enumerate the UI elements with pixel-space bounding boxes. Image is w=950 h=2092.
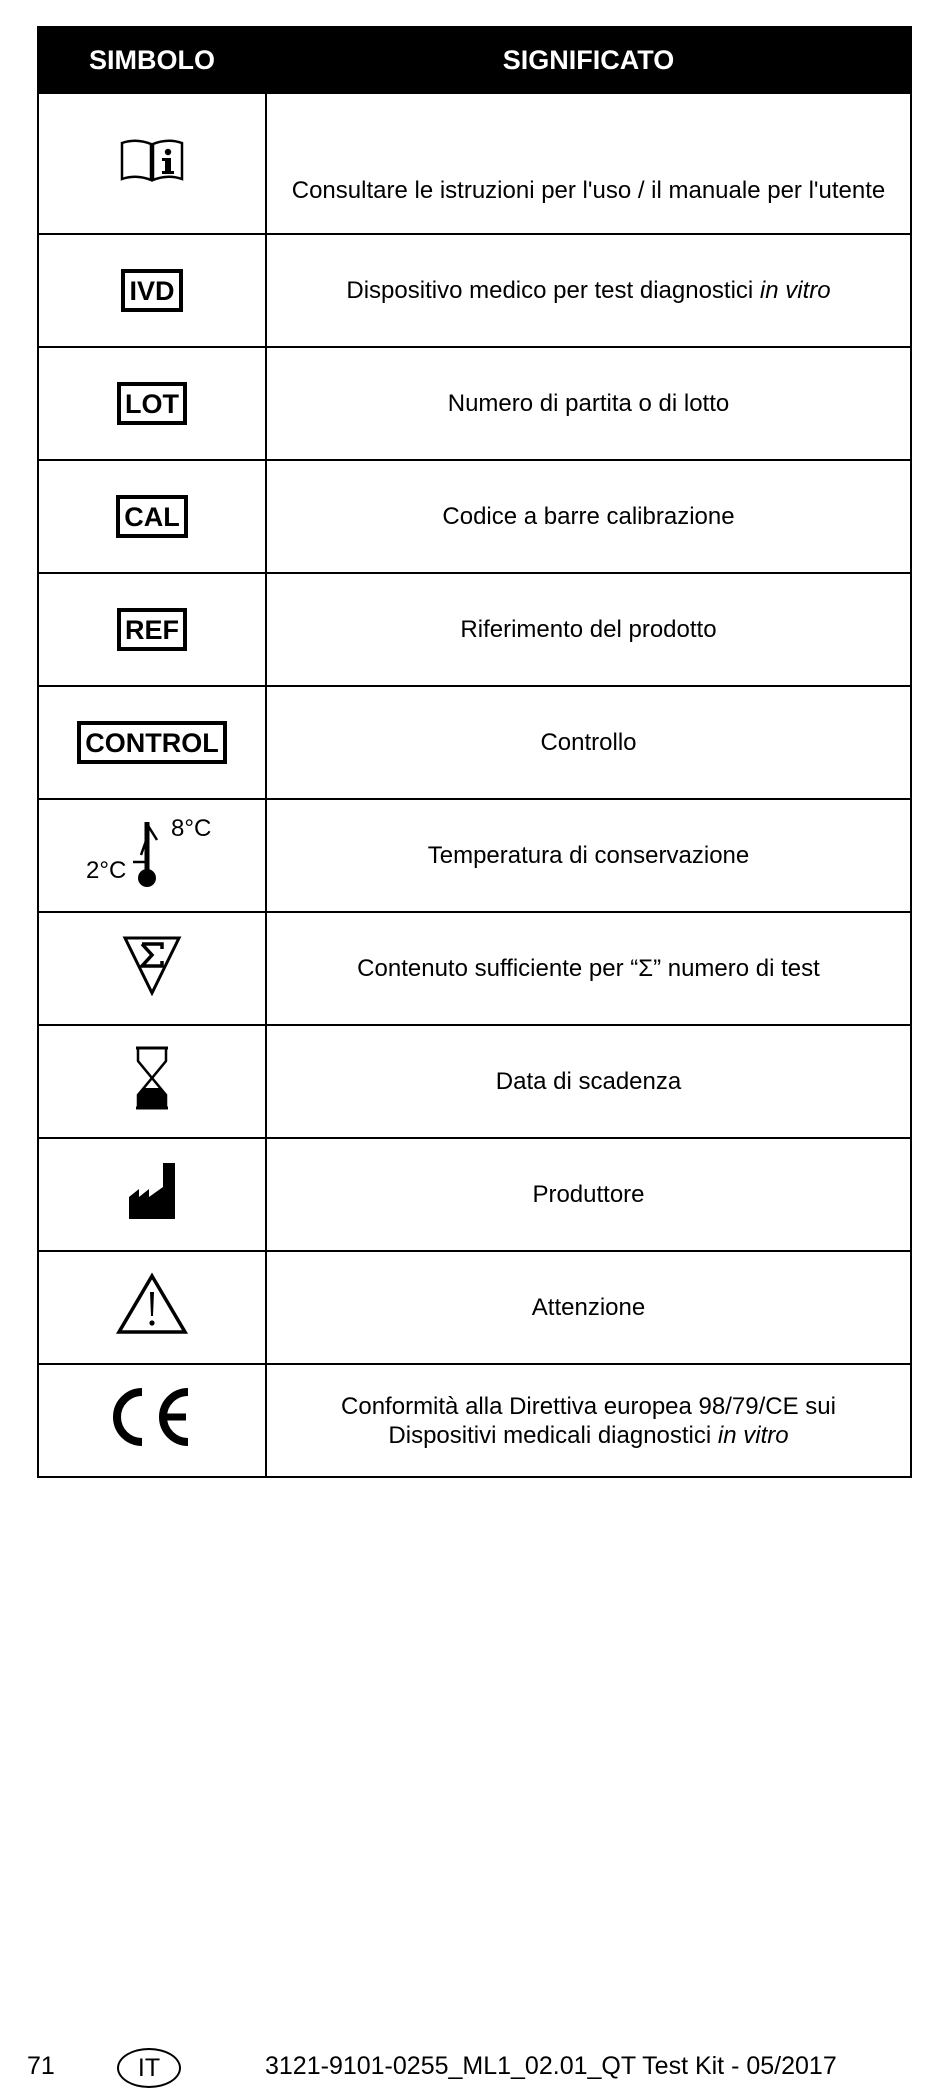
ce-mark-icon bbox=[110, 1386, 194, 1448]
table-row bbox=[38, 573, 911, 686]
meaning-cell bbox=[266, 799, 911, 912]
symbol-cell bbox=[38, 234, 266, 347]
cal-label: CAL bbox=[116, 495, 188, 538]
meaning-italic-text: in vitro bbox=[717, 1421, 789, 1449]
meaning-text: Consultare le istruzioni per l'uso / il manuale per l'utente bbox=[291, 177, 886, 204]
meaning-cell bbox=[266, 573, 911, 686]
table-row bbox=[38, 799, 911, 912]
symbol-cell bbox=[38, 912, 266, 1025]
meaning-column-header: SIGNIFICATO bbox=[266, 27, 911, 93]
table-row bbox=[38, 234, 911, 347]
symbol-column-header: SIMBOLO bbox=[38, 27, 266, 93]
meaning-cell bbox=[266, 347, 911, 460]
symbols-table bbox=[37, 26, 912, 1478]
factory-icon bbox=[127, 1161, 177, 1221]
meaning-text: Data di scadenza bbox=[495, 1067, 682, 1095]
meaning-text: Temperatura di conservazione bbox=[427, 841, 750, 869]
meaning-cell bbox=[266, 1025, 911, 1138]
control-label: CONTROL bbox=[77, 721, 226, 764]
symbol-cell bbox=[38, 799, 266, 912]
table-row bbox=[38, 1138, 911, 1251]
meaning-text: Attenzione bbox=[531, 1293, 646, 1321]
meaning-italic-text: in vitro bbox=[759, 276, 831, 304]
meaning-text-line-1: Conformità alla Direttiva europea 98/79/CE sui bbox=[341, 1392, 836, 1420]
symbol-cell bbox=[38, 93, 266, 234]
symbol-cell bbox=[38, 1138, 266, 1251]
table-row bbox=[38, 1364, 911, 1477]
meaning-cell bbox=[266, 1251, 911, 1364]
temp-low-label: 2°C bbox=[86, 857, 127, 884]
table-row bbox=[38, 1025, 911, 1138]
meaning-text: Dispositivo medico per test diagnostici bbox=[346, 276, 760, 304]
temperature-limit-icon bbox=[77, 812, 227, 892]
temp-high-label: 8°C bbox=[171, 815, 212, 842]
ref-label: REF bbox=[117, 608, 187, 651]
table-row bbox=[38, 1251, 911, 1364]
meaning-text: Contenuto sufficiente per “Σ” numero di test bbox=[357, 954, 820, 982]
sigma-triangle-icon bbox=[122, 934, 182, 996]
meaning-cell bbox=[266, 234, 911, 347]
table-row bbox=[38, 460, 911, 573]
symbol-cell bbox=[38, 347, 266, 460]
symbol-cell bbox=[38, 1251, 266, 1364]
meaning-text: Produttore bbox=[532, 1180, 645, 1208]
meaning-cell bbox=[266, 1138, 911, 1251]
meaning-text: Dispositivi medicali diagnostici bbox=[388, 1421, 718, 1449]
table-row bbox=[38, 93, 911, 234]
meaning-text-line-2 bbox=[267, 1421, 910, 1450]
meaning-text: Codice a barre calibrazione bbox=[442, 502, 735, 530]
symbol-cell bbox=[38, 1364, 266, 1477]
ivd-label: IVD bbox=[121, 269, 182, 312]
meaning-text: Controllo bbox=[540, 728, 637, 756]
meaning-cell bbox=[266, 460, 911, 573]
meaning-cell bbox=[266, 912, 911, 1025]
table-row bbox=[38, 347, 911, 460]
page-footer bbox=[0, 2048, 950, 2092]
lot-label: LOT bbox=[117, 382, 187, 425]
meaning-text: Numero di partita o di lotto bbox=[447, 389, 730, 417]
meaning-cell bbox=[266, 686, 911, 799]
meaning-cell bbox=[266, 1364, 911, 1477]
symbol-cell bbox=[38, 573, 266, 686]
language-badge: IT bbox=[117, 2048, 181, 2088]
table-row bbox=[38, 912, 911, 1025]
symbol-cell bbox=[38, 1025, 266, 1138]
symbol-cell bbox=[38, 460, 266, 573]
warning-icon bbox=[116, 1272, 188, 1336]
symbol-cell bbox=[38, 686, 266, 799]
document-id: 3121-9101-0255_ML1_02.01_QT Test Kit - 05/2017 bbox=[265, 2052, 837, 2080]
meaning-text: Riferimento del prodotto bbox=[460, 615, 717, 643]
meaning-cell bbox=[266, 93, 911, 234]
table-row bbox=[38, 686, 911, 799]
page-number: 71 bbox=[27, 2052, 55, 2080]
hourglass-icon bbox=[132, 1045, 172, 1111]
table-header-row bbox=[38, 27, 911, 93]
instructions-manual-icon bbox=[119, 136, 185, 184]
